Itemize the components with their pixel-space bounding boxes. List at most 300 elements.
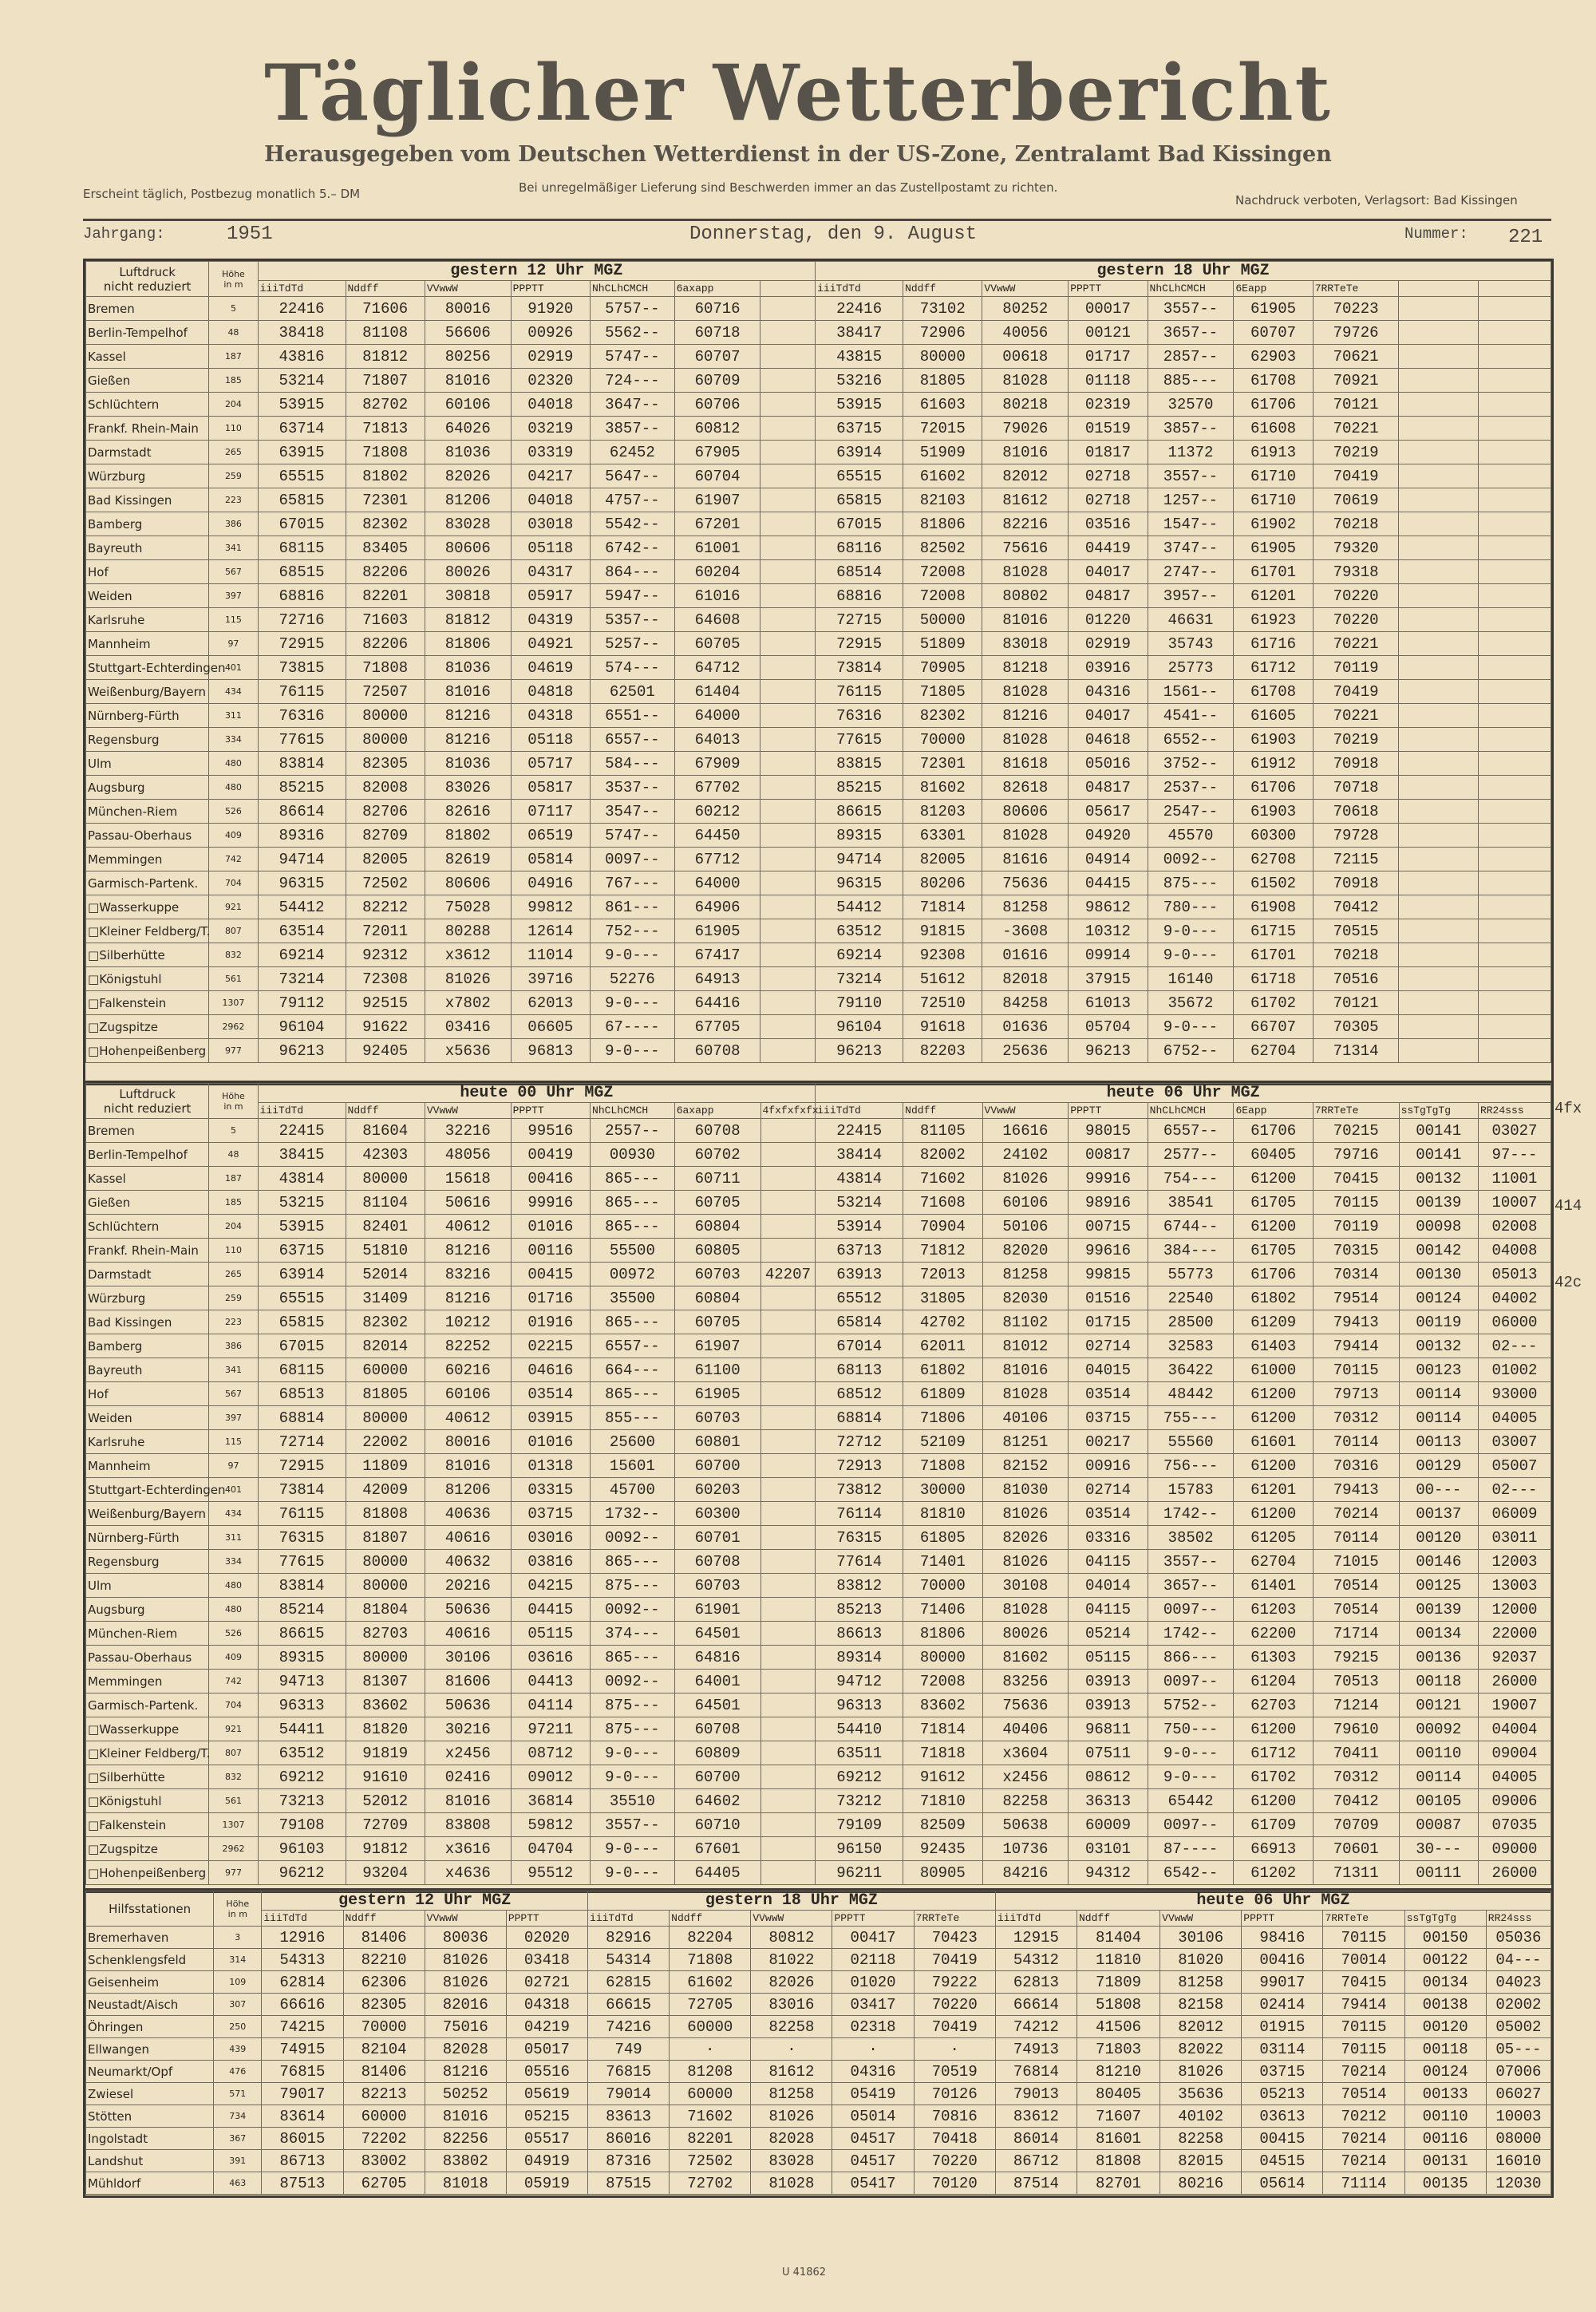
- observation-code: [760, 728, 816, 752]
- observation-code: 61710: [1234, 464, 1313, 488]
- observation-code: 02919: [1069, 632, 1148, 656]
- observation-code: 61200: [1234, 1406, 1313, 1430]
- observation-code: 81028: [751, 2172, 832, 2195]
- observation-code: 74212: [995, 2016, 1077, 2038]
- observation-code: [1399, 464, 1478, 488]
- observation-code: 05617: [1069, 800, 1148, 824]
- observation-code: 70115: [1323, 1927, 1404, 1949]
- observation-code: 76115: [816, 680, 903, 704]
- code-column-header: iiiTdTd: [262, 1911, 343, 1927]
- observation-code: 89315: [816, 824, 903, 848]
- observation-code: 00132: [1399, 1167, 1478, 1191]
- observation-code: 4541--: [1148, 704, 1234, 728]
- station-height: 401: [209, 1478, 258, 1502]
- observation-code: 79716: [1313, 1143, 1399, 1167]
- observation-code: 80016: [425, 297, 511, 321]
- observation-code: 00129: [1399, 1454, 1478, 1478]
- observation-code: 98612: [1069, 895, 1148, 919]
- observation-code: [1399, 776, 1478, 800]
- station-name: Passau-Oberhaus: [86, 824, 209, 848]
- observation-code: 83812: [816, 1574, 903, 1598]
- observation-code: 82018: [982, 967, 1069, 991]
- station-height: 5: [209, 1119, 258, 1143]
- observation-code: 80405: [1077, 2083, 1159, 2105]
- margin-note-2: 414: [1555, 1197, 1582, 1215]
- observation-code: 71314: [1313, 1039, 1399, 1063]
- observation-code: [1478, 824, 1551, 848]
- observation-code: 01915: [1242, 2016, 1323, 2038]
- station-height: 311: [209, 1526, 258, 1550]
- observation-code: 2547--: [1148, 800, 1234, 824]
- observation-code: 67201: [674, 512, 760, 536]
- station-name: □ Wasserkuppe: [86, 895, 209, 919]
- observation-code: 03319: [511, 441, 590, 464]
- observation-code: 71015: [1313, 1550, 1399, 1574]
- observation-code: 00121: [1399, 1693, 1478, 1717]
- observation-code: 60718: [674, 321, 760, 345]
- observation-code: 11014: [511, 943, 590, 967]
- observation-code: 12915: [995, 1927, 1077, 1949]
- observation-code: 40636: [425, 1502, 511, 1526]
- station-name: Bremen: [86, 297, 209, 321]
- observation-code: 62704: [1234, 1550, 1313, 1574]
- station-height: 742: [209, 848, 258, 871]
- station-name: Schlüchtern: [86, 1215, 209, 1239]
- observation-code: [760, 1598, 816, 1622]
- observation-code: 82305: [343, 1994, 425, 2016]
- observation-code: 68814: [258, 1406, 346, 1430]
- observation-code: 81016: [982, 441, 1069, 464]
- station-name: München-Riem: [86, 1622, 209, 1646]
- observation-code: 11809: [346, 1454, 425, 1478]
- observation-code: 63715: [816, 417, 903, 441]
- observation-code: 03101: [1069, 1837, 1148, 1861]
- station-height: 223: [209, 488, 258, 512]
- observation-code: 70305: [1313, 1015, 1399, 1039]
- observation-code: 00926: [511, 321, 590, 345]
- observation-code: 3657--: [1148, 321, 1234, 345]
- observation-code: 61708: [1234, 369, 1313, 393]
- observation-code: 95512: [511, 1861, 590, 1885]
- observation-code: 04023: [1486, 1971, 1551, 1994]
- observation-code: [760, 1741, 816, 1765]
- observation-code: 05115: [1069, 1646, 1148, 1670]
- observation-code: 72502: [346, 871, 425, 895]
- observation-code: 61712: [1234, 656, 1313, 680]
- code-column-header: iiiTdTd: [995, 1911, 1077, 1927]
- observation-code: 79013: [995, 2083, 1077, 2105]
- observation-code: 82002: [903, 1143, 982, 1167]
- station-height: 115: [209, 1430, 258, 1454]
- observation-code: 60700: [674, 1765, 760, 1789]
- observation-code: 64000: [674, 704, 760, 728]
- observation-code: 02118: [832, 1949, 914, 1971]
- observation-code: x4636: [425, 1861, 511, 1885]
- observation-code: 750---: [1148, 1717, 1234, 1741]
- observation-code: 71814: [903, 1717, 982, 1741]
- observation-code: 96103: [258, 1837, 346, 1861]
- observation-code: 87316: [588, 2150, 670, 2172]
- observation-code: 81036: [425, 441, 511, 464]
- observation-code: 81805: [346, 1382, 425, 1406]
- observation-code: 70220: [914, 1994, 995, 2016]
- observation-code: 02---: [1478, 1334, 1551, 1358]
- station-height: 187: [209, 1167, 258, 1191]
- observation-code: 70921: [1313, 369, 1399, 393]
- station-row: [86, 1334, 1551, 1358]
- observation-code: 03916: [1069, 656, 1148, 680]
- observation-code: 00125: [1399, 1574, 1478, 1598]
- observation-code: 82916: [588, 1927, 670, 1949]
- observation-code: 83016: [751, 1994, 832, 2016]
- observation-code: 62011: [903, 1334, 982, 1358]
- observation-code: [760, 488, 816, 512]
- observation-code: 54412: [258, 895, 346, 919]
- observation-code: 94713: [258, 1670, 346, 1693]
- code-column-header: 6Eapp: [1234, 1103, 1313, 1119]
- observation-code: 04114: [511, 1693, 590, 1717]
- observation-code: [760, 584, 816, 608]
- station-height: 480: [209, 752, 258, 776]
- observation-code: 84216: [982, 1861, 1069, 1885]
- height-column-header: Höhe in m: [209, 262, 258, 297]
- station-name: Mannheim: [86, 632, 209, 656]
- station-height: 561: [209, 1789, 258, 1813]
- code-column-header: VVwwW: [425, 1103, 511, 1119]
- observation-code: 04619: [511, 656, 590, 680]
- observation-code: 61712: [1234, 1741, 1313, 1765]
- observation-code: 81016: [425, 680, 511, 704]
- observation-code: 71608: [903, 1191, 982, 1215]
- observation-code: [760, 1358, 816, 1382]
- station-row: [86, 1358, 1551, 1382]
- observation-code: 61903: [1234, 728, 1313, 752]
- station-height: 386: [209, 512, 258, 536]
- observation-code: 664---: [591, 1358, 675, 1382]
- observation-code: 81016: [982, 1358, 1069, 1382]
- observation-code: 48056: [425, 1143, 511, 1167]
- observation-code: 71602: [670, 2105, 751, 2128]
- observation-code: 00916: [1069, 1454, 1148, 1478]
- observation-code: 06605: [511, 1015, 590, 1039]
- observation-code: 5747--: [590, 345, 674, 369]
- observation-code: 70412: [1313, 895, 1399, 919]
- observation-code: 96313: [258, 1693, 346, 1717]
- observation-code: 82702: [346, 393, 425, 417]
- observation-code: 81208: [670, 2061, 751, 2083]
- observation-code: 53215: [258, 1191, 346, 1215]
- observation-code: 02721: [506, 1971, 587, 1994]
- station-row: [86, 297, 1551, 321]
- observation-code: 70412: [1313, 1789, 1399, 1813]
- observation-code: [760, 464, 816, 488]
- observation-code: 82005: [903, 848, 982, 871]
- observation-code: 00416: [511, 1167, 590, 1191]
- observation-code: 51810: [346, 1239, 425, 1263]
- observation-code: 80218: [982, 393, 1069, 417]
- observation-code: 52276: [590, 967, 674, 991]
- observation-code: 37915: [1069, 967, 1148, 991]
- observation-code: 48442: [1148, 1382, 1234, 1406]
- observation-code: 82401: [346, 1215, 425, 1239]
- observation-code: 00121: [1069, 321, 1148, 345]
- observation-code: 99516: [511, 1119, 590, 1143]
- observation-code: 61912: [1234, 752, 1313, 776]
- observation-code: 80606: [425, 536, 511, 560]
- observation-code: 73812: [816, 1478, 903, 1502]
- station-name: Geisenheim: [86, 1971, 214, 1994]
- observation-code: 81036: [425, 656, 511, 680]
- masthead-subtitle: Herausgegeben vom Deutschen Wetterdienst in der US-Zone, Zentralamt Bad Kissingen: [264, 142, 1332, 167]
- station-row: [86, 2172, 1551, 2195]
- observation-code: 65515: [816, 464, 903, 488]
- observation-code: 61204: [1234, 1670, 1313, 1693]
- time-group-header: gestern 18 Uhr MGZ: [588, 1891, 996, 1911]
- observation-code: 81812: [346, 345, 425, 369]
- observation-code: 70214: [1323, 2150, 1404, 2172]
- station-height: 97: [209, 632, 258, 656]
- station-name: Ellwangen: [86, 2038, 214, 2061]
- observation-code: 865---: [591, 1191, 675, 1215]
- station-name: Kassel: [86, 345, 209, 369]
- observation-code: 05014: [832, 2105, 914, 2128]
- observation-code: 85215: [258, 776, 346, 800]
- observation-code: [760, 1167, 816, 1191]
- today-observations-table: [83, 1081, 1554, 1893]
- observation-code: 75636: [982, 871, 1069, 895]
- observation-code: [760, 895, 816, 919]
- observation-code: 70120: [914, 2172, 995, 2195]
- observation-code: 98015: [1069, 1119, 1148, 1143]
- observation-code: 00124: [1399, 1286, 1478, 1310]
- observation-code: 61701: [1234, 943, 1313, 967]
- observation-code: 81804: [346, 1598, 425, 1622]
- station-row: [86, 1550, 1551, 1574]
- observation-code: 0097--: [1148, 1670, 1234, 1693]
- observation-code: 00118: [1399, 1670, 1478, 1693]
- observation-code: 70709: [1313, 1813, 1399, 1837]
- observation-code: 82709: [346, 824, 425, 848]
- observation-code: 96315: [258, 871, 346, 895]
- observation-code: 70415: [1323, 1971, 1404, 1994]
- observation-code: 91815: [903, 919, 982, 943]
- observation-code: 68814: [816, 1406, 903, 1430]
- observation-code: x3616: [425, 1837, 511, 1861]
- station-row: [86, 369, 1551, 393]
- observation-code: 50252: [425, 2083, 506, 2105]
- observation-code: 86016: [588, 2128, 670, 2150]
- observation-code: 62708: [1234, 848, 1313, 871]
- observation-code: 82204: [670, 1927, 751, 1949]
- observation-code: 82302: [346, 1310, 425, 1334]
- observation-code: 86713: [262, 2150, 343, 2172]
- observation-code: [1478, 536, 1551, 560]
- observation-code: 50106: [982, 1215, 1069, 1239]
- observation-code: 82026: [982, 1526, 1069, 1550]
- observation-code: 3857--: [590, 417, 674, 441]
- observation-code: 83602: [346, 1693, 425, 1717]
- observation-code: 9-0---: [590, 991, 674, 1015]
- observation-code: 865---: [591, 1215, 675, 1239]
- code-column-header: Nddff: [903, 1103, 982, 1119]
- observation-code: [1399, 895, 1478, 919]
- observation-code: 81258: [982, 895, 1069, 919]
- observation-code: 07511: [1069, 1741, 1148, 1765]
- observation-code: 86614: [258, 800, 346, 824]
- station-name: Zwiesel: [86, 2083, 214, 2105]
- observation-code: 68113: [816, 1358, 903, 1382]
- station-name: Garmisch-Partenk.: [86, 871, 209, 895]
- observation-code: 81028: [982, 1598, 1069, 1622]
- observation-code: 6742--: [590, 536, 674, 560]
- observation-code: 02416: [425, 1765, 511, 1789]
- station-row: [86, 967, 1551, 991]
- observation-code: 00217: [1069, 1430, 1148, 1454]
- observation-code: 76315: [258, 1526, 346, 1550]
- station-row: [86, 1286, 1551, 1310]
- observation-code: 35500: [591, 1286, 675, 1310]
- observation-code: 12003: [1478, 1550, 1551, 1574]
- observation-code: 60203: [674, 1478, 760, 1502]
- observation-code: 81102: [982, 1310, 1069, 1334]
- observation-code: 04005: [1478, 1765, 1551, 1789]
- observation-code: 70000: [903, 728, 982, 752]
- observation-code: 05417: [832, 2172, 914, 2195]
- margin-note-3: 42c: [1555, 1274, 1582, 1291]
- observation-code: 05215: [506, 2105, 587, 2128]
- station-height: 2962: [209, 1015, 258, 1039]
- observation-code: 70514: [1323, 2083, 1404, 2105]
- observation-code: [1399, 512, 1478, 536]
- observation-code: 79514: [1313, 1286, 1399, 1310]
- observation-code: 61202: [1234, 1861, 1313, 1885]
- observation-code: 01118: [1069, 369, 1148, 393]
- observation-code: 04817: [1069, 584, 1148, 608]
- observation-code: 53216: [816, 369, 903, 393]
- observation-code: 96213: [258, 1039, 346, 1063]
- station-name: □ Silberhütte: [86, 943, 209, 967]
- observation-code: 02020: [506, 1927, 587, 1949]
- observation-code: 80802: [982, 584, 1069, 608]
- observation-code: 04316: [832, 2061, 914, 2083]
- observation-code: 79414: [1313, 1334, 1399, 1358]
- observation-code: 61905: [1234, 297, 1313, 321]
- observation-code: 40612: [425, 1215, 511, 1239]
- observation-code: 00141: [1399, 1143, 1478, 1167]
- code-column-header: NhCLhCMCH: [591, 1103, 675, 1119]
- station-row: [86, 345, 1551, 369]
- observation-code: 64405: [674, 1861, 760, 1885]
- observation-code: 04616: [511, 1358, 590, 1382]
- observation-code: 11372: [1148, 441, 1234, 464]
- observation-code: 50638: [982, 1813, 1069, 1837]
- observation-code: 11810: [1077, 1949, 1159, 1971]
- observation-grid: [85, 1891, 1551, 2195]
- observation-code: 61201: [1234, 1478, 1313, 1502]
- delivery-note: Bei unregelmäßiger Lieferung sind Beschwerden immer an das Zustellpostamt zu richten.: [519, 180, 1058, 195]
- station-name: Nürnberg-Fürth: [86, 1526, 209, 1550]
- observation-code: 1732--: [591, 1502, 675, 1526]
- observation-code: 42009: [346, 1478, 425, 1502]
- observation-code: 22002: [346, 1430, 425, 1454]
- observation-code: 38502: [1148, 1526, 1234, 1550]
- observation-code: 64013: [674, 728, 760, 752]
- observation-code: 53914: [816, 1215, 903, 1239]
- observation-code: 82008: [346, 776, 425, 800]
- observation-code: 32216: [425, 1119, 511, 1143]
- observation-code: 79726: [1313, 321, 1399, 345]
- observation-code: 71808: [346, 441, 425, 464]
- observation-code: 70000: [903, 1574, 982, 1598]
- observation-code: 01715: [1069, 1310, 1148, 1334]
- observation-code: 00087: [1399, 1813, 1478, 1837]
- time-group-header: gestern 18 Uhr MGZ: [816, 262, 1551, 281]
- observation-code: 38418: [258, 321, 346, 345]
- observation-code: 00146: [1399, 1550, 1478, 1574]
- station-height: 5: [209, 297, 258, 321]
- observation-code: 68116: [816, 536, 903, 560]
- observation-code: 81028: [982, 369, 1069, 393]
- station-row: [86, 1789, 1551, 1813]
- observation-code: 04818: [511, 680, 590, 704]
- observation-code: 61100: [674, 1358, 760, 1382]
- station-row: [86, 464, 1551, 488]
- observation-code: 76815: [262, 2061, 343, 2083]
- observation-code: 74216: [588, 2016, 670, 2038]
- observation-code: 11001: [1478, 1167, 1551, 1191]
- observation-code: 60705: [674, 1191, 760, 1215]
- observation-code: 81026: [425, 1971, 506, 1994]
- observation-code: 40632: [425, 1550, 511, 1574]
- observation-code: [1478, 1015, 1551, 1039]
- observation-code: 91618: [903, 1015, 982, 1039]
- code-column-header: Nddff: [346, 1103, 425, 1119]
- observation-code: 4757--: [590, 488, 674, 512]
- observation-code: 60216: [425, 1358, 511, 1382]
- observation-code: 03018: [511, 512, 590, 536]
- observation-code: 05214: [1069, 1622, 1148, 1646]
- observation-code: 60703: [674, 1406, 760, 1430]
- observation-code: 875---: [591, 1693, 675, 1717]
- observation-code: [1478, 488, 1551, 512]
- observation-code: 03913: [1069, 1693, 1148, 1717]
- time-group-header: gestern 12 Uhr MGZ: [258, 262, 816, 281]
- observation-code: 77615: [258, 1550, 346, 1574]
- station-name: Würzburg: [86, 464, 209, 488]
- observation-code: 6542--: [1148, 1861, 1234, 1885]
- observation-code: 82619: [425, 848, 511, 871]
- observation-code: 60708: [674, 1039, 760, 1063]
- observation-code: 72915: [816, 632, 903, 656]
- station-height: 704: [209, 871, 258, 895]
- observation-code: 81018: [425, 2172, 506, 2195]
- station-height: 561: [209, 967, 258, 991]
- observation-code: 25773: [1148, 656, 1234, 680]
- observation-code: ·: [751, 2038, 832, 2061]
- station-row: [86, 2038, 1551, 2061]
- observation-code: 82258: [751, 2016, 832, 2038]
- observation-code: 01716: [511, 1286, 590, 1310]
- observation-code: 71808: [903, 1454, 982, 1478]
- station-row: [86, 824, 1551, 848]
- observation-code: 9-0---: [1148, 1741, 1234, 1765]
- station-row: [86, 1717, 1551, 1741]
- observation-code: 25636: [982, 1039, 1069, 1063]
- station-name: Bad Kissingen: [86, 488, 209, 512]
- station-row: [86, 1598, 1551, 1622]
- year-value: 1951: [227, 223, 273, 245]
- observation-code: [1478, 991, 1551, 1015]
